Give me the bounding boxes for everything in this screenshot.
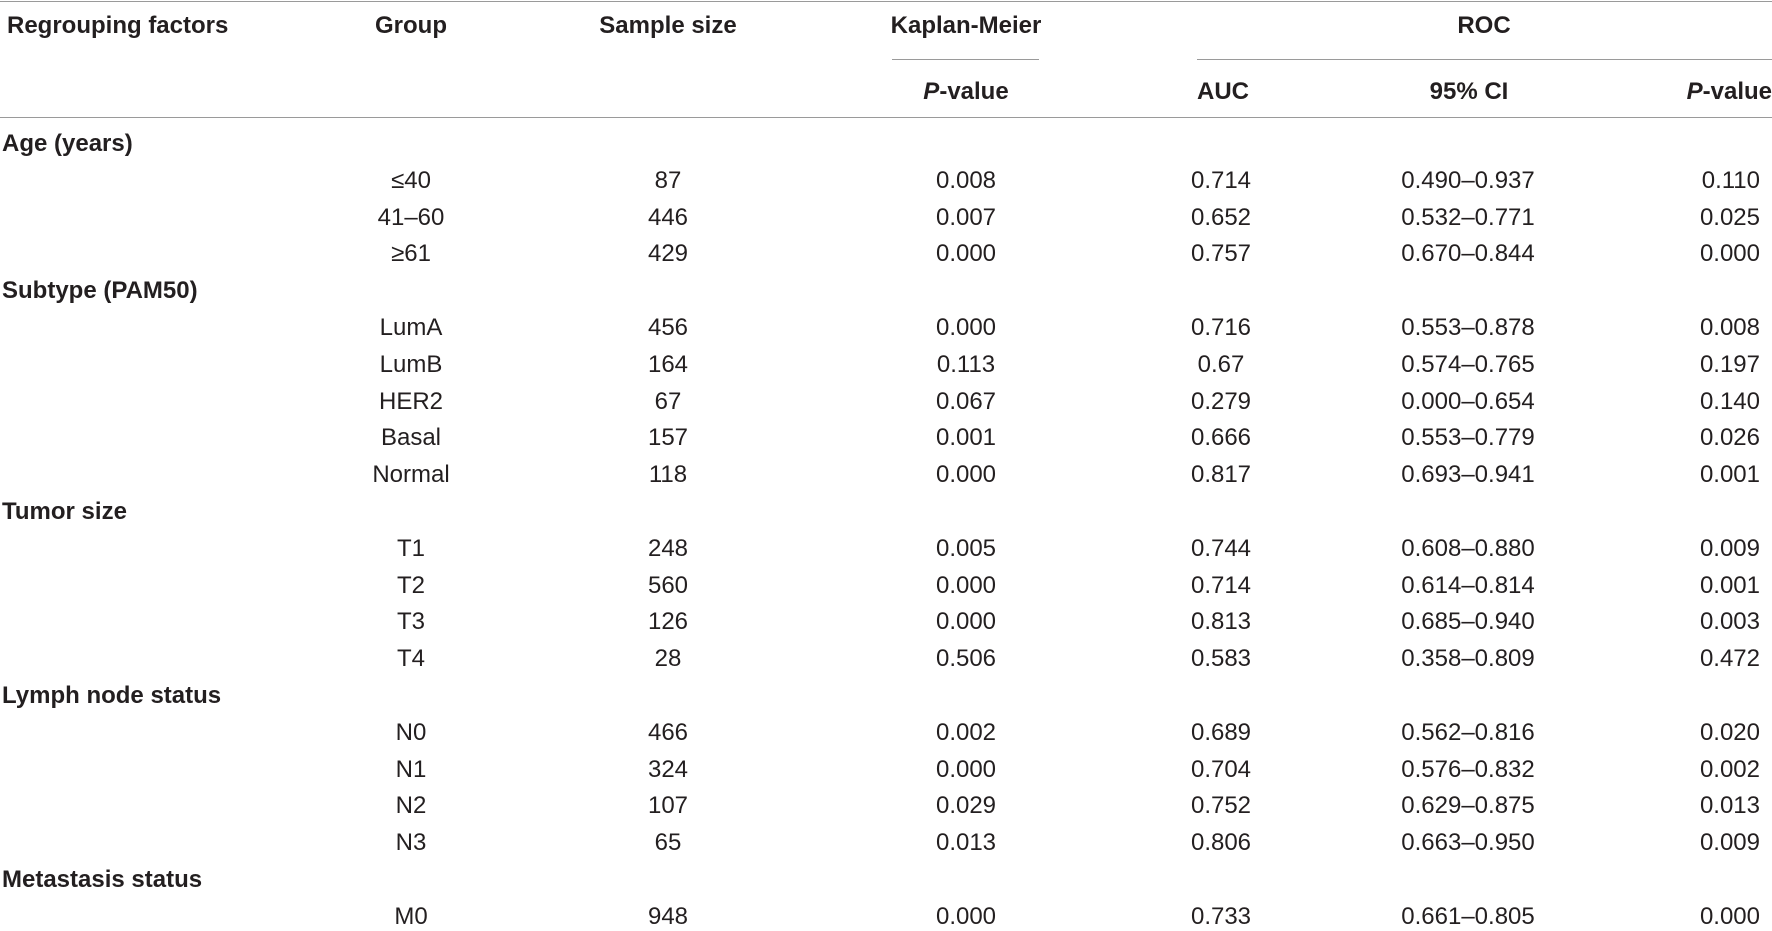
ci-cell: 0.608–0.880 [1401,534,1535,562]
km-p-value-cell: 0.002 [935,718,997,746]
group-cell: Basal [380,424,442,452]
auc-cell: 0.806 [1190,829,1252,857]
auc-cell: 0.714 [1190,166,1252,194]
roc-p-value-cell: 0.000 [1699,240,1760,268]
sample-size-cell: 948 [647,902,689,930]
auc-cell: 0.279 [1190,387,1252,415]
auc-cell: 0.733 [1190,902,1252,930]
header-roc-p-italic: P [1686,78,1703,105]
km-p-value-cell: 0.000 [935,755,997,783]
sample-size-cell: 429 [647,240,689,268]
category-label: Subtype (PAM50) [2,277,198,305]
category-label: Lymph node status [2,682,222,709]
roc-p-value-cell: 0.001 [1699,571,1760,599]
auc-cell: 0.716 [1190,314,1252,341]
roc-p-value-cell: 0.110 [1701,166,1760,194]
header-sample-size: Sample size [599,12,737,39]
group-cell: T3 [396,608,426,636]
roc-p-value-cell: 0.025 [1699,203,1760,231]
roc-p-value-cell: 0.008 [1699,314,1760,341]
auc-cell: 0.583 [1190,645,1252,673]
auc-cell: 0.817 [1190,461,1252,489]
auc-cell: 0.67 [1197,350,1245,378]
km-p-value-cell: 0.005 [935,534,997,562]
sample-size-cell: 28 [654,645,682,673]
ci-cell: 0.629–0.875 [1401,792,1535,820]
group-cell: Normal [372,461,450,489]
sample-size-cell: 446 [647,203,689,231]
km-p-value-cell: 0.113 [936,350,996,378]
km-p-value-cell: 0.000 [935,461,997,489]
sample-size-cell: 65 [654,829,682,857]
ci-cell: 0.000–0.654 [1401,387,1535,415]
roc-p-value-cell: 0.013 [1699,792,1760,820]
sample-size-cell: 248 [647,534,689,562]
group-cell: ≥61 [391,240,431,268]
header-bottom-rule [0,117,1772,118]
auc-cell: 0.813 [1190,608,1252,636]
sample-size-cell: 67 [654,387,682,415]
roc-p-value-cell: 0.002 [1699,755,1760,783]
sample-size-cell: 107 [647,792,689,820]
auc-cell: 0.714 [1190,571,1252,599]
sample-size-cell: 466 [647,718,689,746]
sample-size-cell: 164 [647,350,689,378]
ci-cell: 0.685–0.940 [1401,608,1535,636]
auc-cell: 0.757 [1190,240,1252,268]
ci-cell: 0.490–0.937 [1401,166,1535,194]
km-p-value-cell: 0.013 [935,829,997,857]
auc-cell: 0.666 [1190,424,1252,452]
category-label: Tumor size [2,498,127,525]
header-group: Group [375,12,447,39]
km-p-value-cell: 0.007 [935,203,997,231]
header-km-p-suffix: -value [939,78,1009,105]
header-auc: AUC [1197,78,1249,105]
group-cell: T1 [396,534,426,562]
roc-p-value-cell: 0.140 [1699,387,1760,415]
group-cell: T4 [396,645,426,673]
header-roc-p-suffix: -value [1702,78,1772,105]
auc-cell: 0.689 [1190,718,1252,746]
group-cell: HER2 [378,387,444,415]
km-p-value-cell: 0.000 [935,608,997,636]
auc-cell: 0.652 [1190,203,1252,231]
header-95-ci: 95% CI [1429,78,1509,105]
category-label: Metastasis status [2,866,203,893]
header-kaplan-meier: Kaplan-Meier [890,12,1042,39]
header-km-p-italic: P [923,78,940,105]
km-p-value-cell: 0.008 [935,166,997,194]
km-p-value-cell: 0.029 [935,792,997,820]
ci-cell: 0.663–0.950 [1401,829,1535,857]
group-cell: N1 [395,755,427,783]
roc-p-value-cell: 0.009 [1699,534,1760,562]
km-p-value-cell: 0.000 [935,314,997,341]
ci-cell: 0.614–0.814 [1401,571,1535,599]
sample-size-cell: 560 [647,571,689,599]
roc-rule [1197,59,1772,60]
sample-size-cell: 87 [654,166,682,194]
roc-p-value-cell: 0.020 [1699,718,1760,746]
group-cell: M0 [394,902,428,930]
kaplan-meier-rule [892,59,1039,60]
header-km-p-value [923,78,1008,106]
header-roc-p-value [1687,78,1772,106]
header-regrouping-factors: Regrouping factors [7,12,229,39]
ci-cell: 0.553–0.779 [1401,424,1535,452]
ci-cell: 0.358–0.809 [1401,645,1535,673]
ci-cell: 0.693–0.941 [1401,461,1535,489]
top-rule [0,1,1772,2]
group-cell: LumA [379,314,443,341]
roc-p-value-cell: 0.026 [1699,424,1760,452]
roc-p-value-cell: 0.197 [1699,350,1760,378]
auc-cell: 0.744 [1190,534,1252,562]
sample-size-cell: 324 [647,755,689,783]
roc-p-value-cell: 0.003 [1699,608,1760,636]
km-p-value-cell: 0.000 [935,902,997,930]
roc-p-value-cell: 0.000 [1699,902,1760,930]
km-p-value-cell: 0.067 [935,387,997,415]
roc-p-value-cell: 0.472 [1699,645,1760,673]
sample-size-cell: 157 [647,424,689,452]
group-cell: N3 [395,829,427,857]
roc-p-value-cell: 0.001 [1699,461,1760,489]
header-roc: ROC [1457,12,1511,39]
ci-cell: 0.574–0.765 [1401,350,1535,378]
sample-size-cell: 126 [647,608,689,636]
group-cell: N2 [395,792,427,820]
sample-size-cell: 456 [647,314,689,341]
ci-cell: 0.532–0.771 [1401,203,1535,231]
ci-cell: 0.562–0.816 [1401,718,1535,746]
roc-p-value-cell: 0.009 [1699,829,1760,857]
ci-cell: 0.553–0.878 [1401,314,1535,341]
ci-cell: 0.576–0.832 [1401,755,1535,783]
ci-cell: 0.670–0.844 [1401,240,1535,268]
group-cell: N0 [395,718,427,746]
auc-cell: 0.704 [1190,755,1252,783]
ci-cell: 0.661–0.805 [1401,902,1535,930]
km-p-value-cell: 0.000 [935,571,997,599]
group-cell: 41–60 [377,203,445,231]
group-cell: T2 [396,571,426,599]
auc-cell: 0.752 [1190,792,1252,820]
km-p-value-cell: 0.506 [935,645,997,673]
km-p-value-cell: 0.001 [935,424,997,452]
sample-size-cell: 118 [648,461,688,489]
group-cell: ≤40 [391,166,431,194]
group-cell: LumB [379,350,443,378]
km-p-value-cell: 0.000 [935,240,997,268]
category-label: Age (years) [2,130,133,157]
